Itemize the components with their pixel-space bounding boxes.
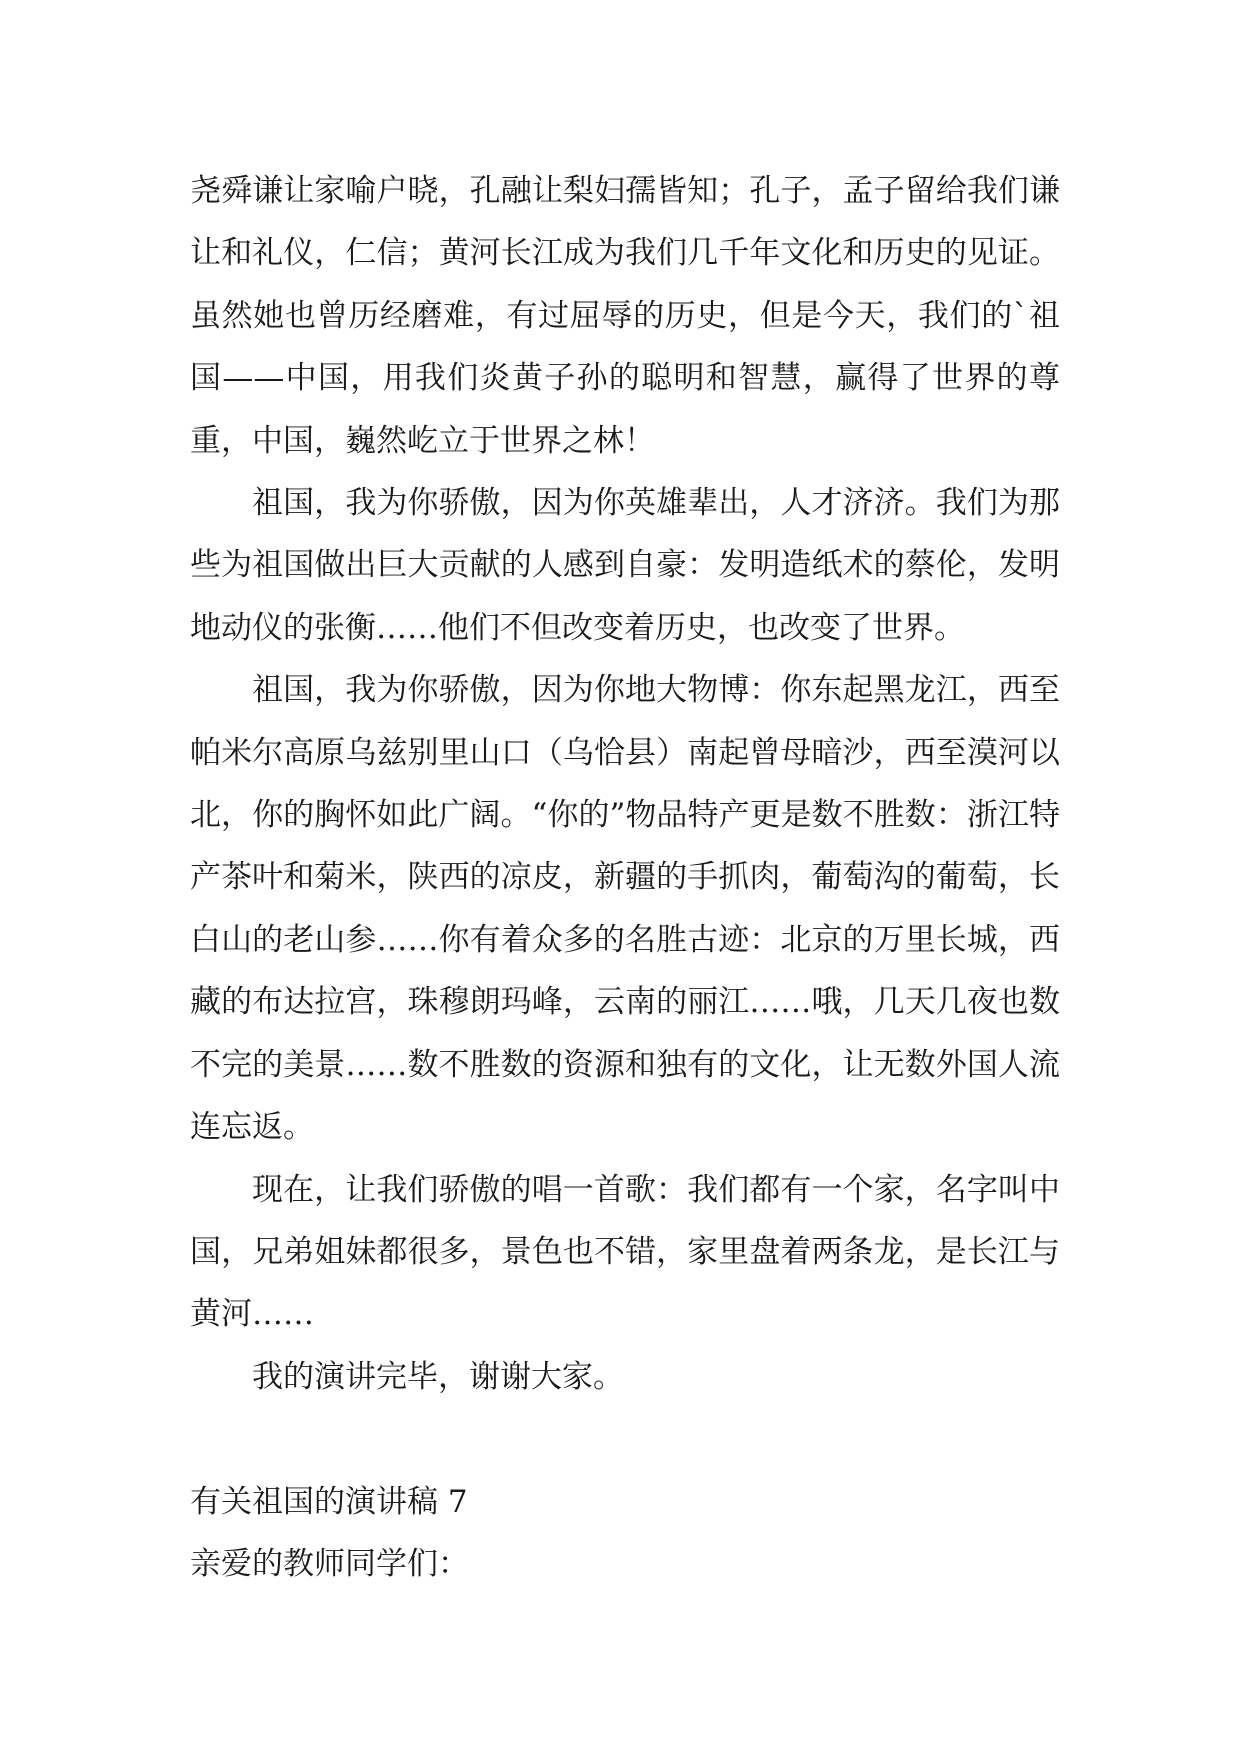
paragraph-4: 现在，让我们骄傲的唱一首歌：我们都有一个家，名字叫中国，兄弟姐妹都很多，景色也不错，家里盘着两条龙，是长江与黄河…… xyxy=(190,1171,1060,1333)
paragraph-1: 尧舜谦让家喻户晓，孔融让梨妇孺皆知；孔子，孟子留给我们谦让和礼仪，仁信；黄河长江成为我们几千年文化和历史的见证。虽然她也曾历经磨难，有过屈辱的历史，但是今天，我们的`祖国——中国，用我们炎黄子孙的聪明和智慧，赢得了世界的尊重，中国，巍然屹立于世界之林！ xyxy=(190,173,1060,459)
document-body xyxy=(190,160,1060,1595)
salutation: 亲爱的教师同学们： xyxy=(190,1545,469,1582)
paragraph-5: 我的演讲完毕，谢谢大家。 xyxy=(252,1358,624,1395)
blank-line xyxy=(190,1408,1060,1470)
section-title: 有关祖国的演讲稿 7 xyxy=(190,1483,468,1520)
paragraph-2: 祖国，我为你骄傲，因为你英雄辈出，人才济济。我们为那些为祖国做出巨大贡献的人感到自豪：发明造纸术的蔡伦，发明地动仪的张衡……他们不但改变着历史，也改变了世界。 xyxy=(190,485,1060,646)
paragraph-3: 祖国，我为你骄傲，因为你地大物博：你东起黑龙江，西至帕米尔高原乌兹别里山口（乌恰县）南起曾母暗沙，西至漠河以北，你的胸怀如此广阔。“你的”物品特产更是数不胜数：浙江特产茶叶和菊米，陕西的凉皮，新疆的手抓肉，葡萄沟的葡萄，长白山的老山参……你有着众多的名胜古迹：北京的万里长城，西藏的布达拉宫，珠穆朗玛峰，云南的丽江……哦，几天几夜也数不完的美景……数不胜数的资源和独有的文化，让无数外国人流连忘返。 xyxy=(190,672,1060,1146)
